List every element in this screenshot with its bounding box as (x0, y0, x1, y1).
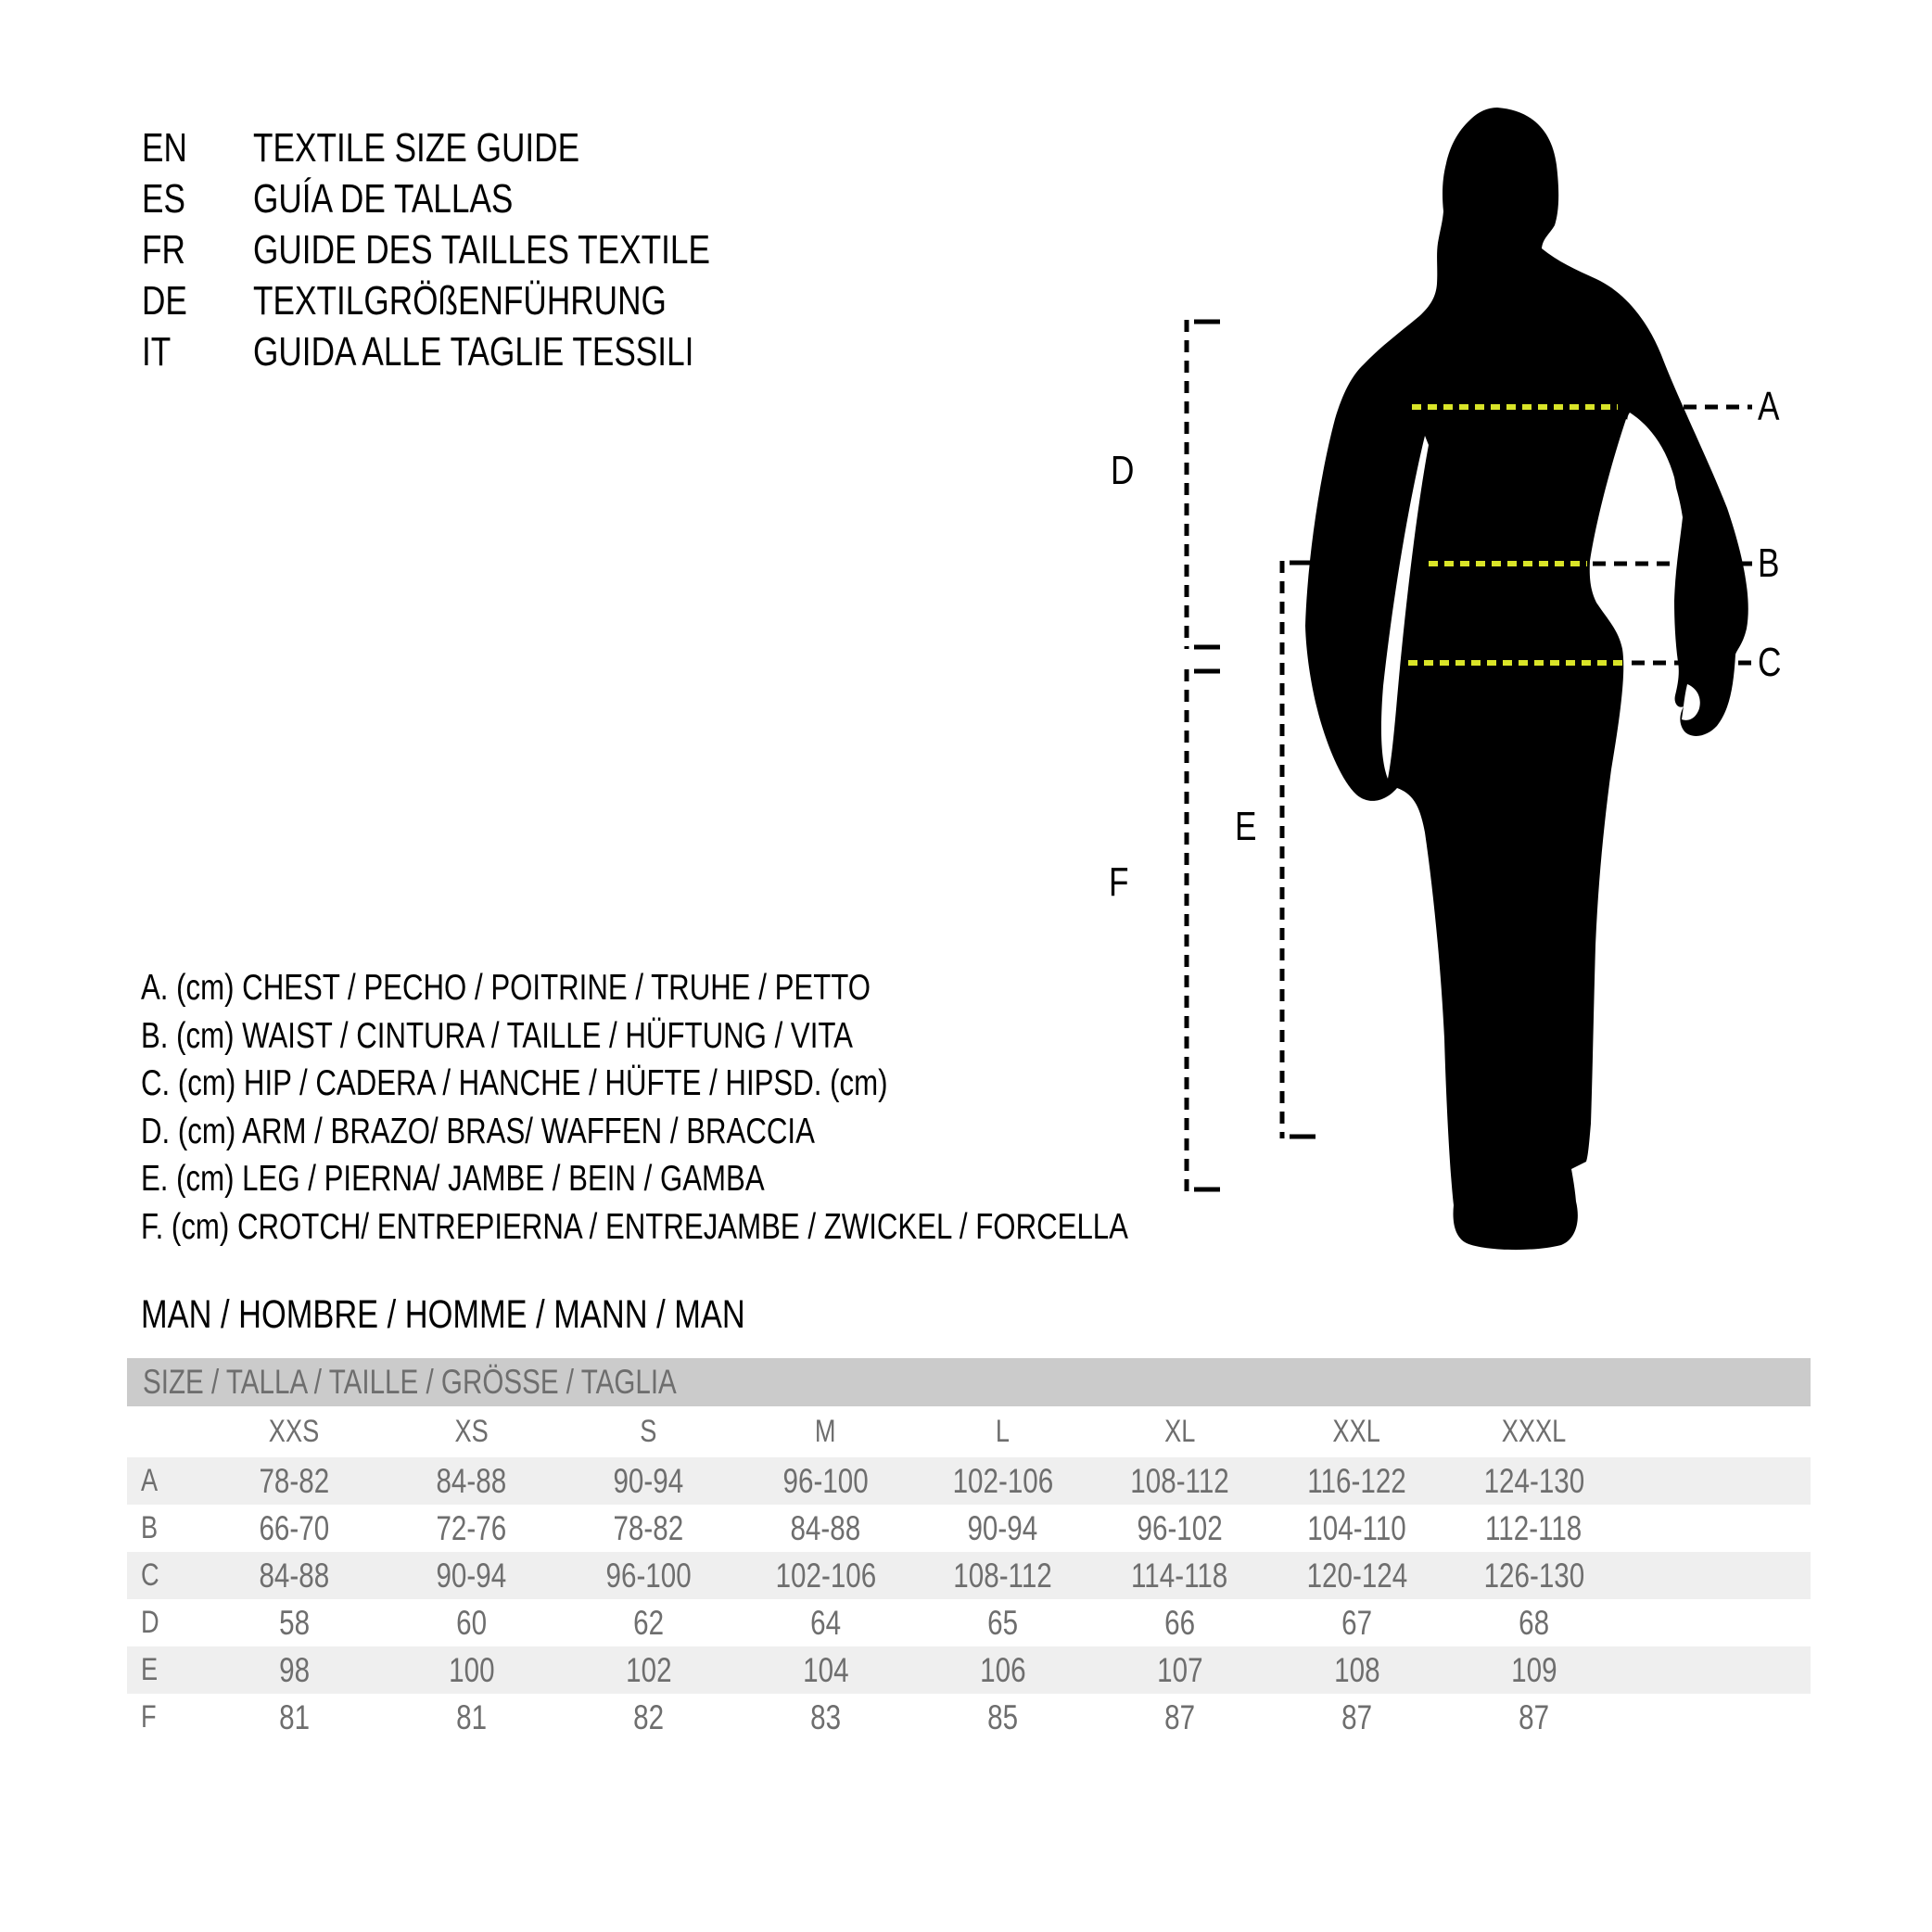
measurement-cell-text: 84-88 (259, 1557, 330, 1595)
measurement-cell (737, 1599, 914, 1646)
language-code (142, 275, 253, 326)
size-table-header-row (127, 1406, 1811, 1457)
measure-label-a-text: A (1758, 384, 1780, 429)
row-filler (1622, 1599, 1811, 1646)
size-column-header (560, 1406, 737, 1457)
size-column-header (206, 1406, 383, 1457)
measurement-cell (914, 1646, 1091, 1694)
row-filler (1622, 1505, 1811, 1552)
language-row (142, 275, 824, 326)
measurement-cell (737, 1694, 914, 1741)
measurement-cell (560, 1694, 737, 1741)
measurement-cell (383, 1552, 560, 1599)
language-code-text: DE (142, 278, 187, 324)
measurement-cell-text: 96-102 (1137, 1509, 1223, 1547)
language-code-text: FR (142, 227, 185, 273)
measurement-cell (383, 1694, 560, 1741)
measurement-legend (141, 964, 1375, 1252)
measurement-cell-text: 87 (1164, 1698, 1195, 1736)
row-label (127, 1694, 206, 1741)
language-row (142, 173, 824, 224)
measurement-cell-text: 62 (633, 1604, 664, 1642)
measurement-cell (1091, 1694, 1268, 1741)
measurement-cell-text: 87 (1341, 1698, 1372, 1736)
measure-label-d-text: D (1111, 448, 1135, 493)
arm-length-line (1187, 320, 1220, 649)
size-column-header (1268, 1406, 1445, 1457)
language-code (142, 173, 253, 224)
guide-title (253, 224, 824, 275)
row-filler (1622, 1406, 1811, 1457)
measurement-cell (1091, 1599, 1268, 1646)
measurement-cell-text: 82 (633, 1698, 664, 1736)
measure-label-d (1111, 446, 1140, 496)
legend-item (141, 964, 1375, 1012)
measurement-cell-text: 104 (802, 1651, 849, 1689)
row-label (127, 1552, 206, 1599)
measurement-cell-text: 102-106 (952, 1462, 1053, 1500)
measure-label-b-text: B (1758, 540, 1780, 586)
guide-title (253, 122, 661, 173)
legend-item (141, 1155, 1375, 1203)
measurement-cell-text: 78-82 (259, 1462, 330, 1500)
guide-title-text: GUIDA ALLE TAGLIE TESSILI (253, 329, 694, 375)
size-column-header-text: XL (1163, 1414, 1196, 1449)
measurement-cell-text: 104-110 (1307, 1509, 1406, 1547)
measurement-cell-text: 90-94 (436, 1557, 507, 1595)
size-table-title: SIZE / TALLA / TAILLE / GRÖSSE / TAGLIA (143, 1363, 677, 1401)
row-label-text: C (141, 1557, 159, 1593)
row-filler (1622, 1457, 1811, 1505)
measurement-cell (206, 1552, 383, 1599)
measure-label-e (1235, 802, 1262, 852)
measurement-cell-text: 108-112 (1130, 1462, 1229, 1500)
size-column-header-text: XXS (269, 1414, 320, 1449)
measure-label-b (1758, 539, 1785, 589)
language-row (142, 122, 824, 173)
measure-label-e-text: E (1235, 804, 1257, 849)
size-column-header-text: M (815, 1414, 836, 1449)
legend-item-text: F. (cm) CROTCH/ ENTREPIERNA / ENTREJAMBE / ZWICKEL / FORCELLA (141, 1206, 1128, 1247)
measurement-cell-text: 116-122 (1307, 1462, 1406, 1500)
measurement-cell (1091, 1505, 1268, 1552)
measurement-cell-text: 109 (1510, 1651, 1557, 1689)
row-label (127, 1646, 206, 1694)
measurement-cell (560, 1457, 737, 1505)
row-label-text: F (141, 1699, 157, 1735)
size-column-header (383, 1406, 560, 1457)
measurement-cell-text: 64 (810, 1604, 841, 1642)
measurement-cell (1268, 1646, 1445, 1694)
guide-title (253, 173, 578, 224)
language-title-list (142, 122, 824, 377)
measure-label-f-text: F (1109, 859, 1129, 905)
guide-title (253, 326, 804, 377)
measurement-cell-text: 65 (987, 1604, 1018, 1642)
size-column-header-text: XXL (1332, 1414, 1381, 1449)
measurement-cell (1445, 1694, 1622, 1741)
measurement-cell-text: 108-112 (953, 1557, 1052, 1595)
legend-item-text: A. (cm) CHEST / PECHO / POITRINE / TRUHE / PETTO (141, 968, 871, 1008)
table-row (127, 1599, 1811, 1646)
measurement-cell (206, 1646, 383, 1694)
measurement-cell-text: 60 (456, 1604, 487, 1642)
size-column-header-text: S (640, 1414, 657, 1449)
measurement-cell (1091, 1457, 1268, 1505)
size-column-spacer (127, 1406, 206, 1457)
measurement-cell-text: 66 (1164, 1604, 1195, 1642)
language-code (142, 224, 253, 275)
measurement-cell (560, 1599, 737, 1646)
measurement-cell-text: 90-94 (613, 1462, 684, 1500)
measurement-cell-text: 96-100 (605, 1557, 692, 1595)
legend-item (141, 1060, 1375, 1108)
measurement-cell-text: 58 (279, 1604, 310, 1642)
measurement-cell (560, 1505, 737, 1552)
measurement-cell (206, 1505, 383, 1552)
measurement-cell (1445, 1599, 1622, 1646)
size-column-header-text: L (995, 1414, 1010, 1449)
measurement-cell (206, 1694, 383, 1741)
measurement-cell (914, 1505, 1091, 1552)
measurement-cell-text: 108 (1333, 1651, 1380, 1689)
measurement-cell (1445, 1552, 1622, 1599)
measurement-cell (737, 1457, 914, 1505)
measurement-cell-text: 98 (279, 1651, 310, 1689)
category-line-text: MAN / HOMBRE / HOMME / MANN / MAN (141, 1292, 745, 1337)
size-column-header (1445, 1406, 1622, 1457)
measurement-cell-text: 66-70 (259, 1509, 330, 1547)
size-table-body (127, 1457, 1811, 1741)
row-label (127, 1599, 206, 1646)
row-label-text: B (141, 1510, 159, 1545)
measurement-cell (383, 1599, 560, 1646)
legend-item (141, 1012, 1375, 1061)
size-column-header (737, 1406, 914, 1457)
measurement-cell-text: 106 (979, 1651, 1026, 1689)
measurement-cell-text: 85 (987, 1698, 1018, 1736)
measure-label-c (1758, 638, 1787, 688)
measurement-cell (737, 1646, 914, 1694)
language-code (142, 122, 253, 173)
language-row (142, 326, 824, 377)
measurement-cell (1268, 1457, 1445, 1505)
legend-item (141, 1203, 1375, 1252)
size-table-title-bar (127, 1358, 1811, 1406)
guide-title (253, 275, 769, 326)
measurement-cell (914, 1599, 1091, 1646)
measurement-cell (914, 1694, 1091, 1741)
measurement-cell (1268, 1505, 1445, 1552)
size-column-header-text: XS (454, 1414, 489, 1449)
measurement-cell (914, 1457, 1091, 1505)
guide-title-text: TEXTILE SIZE GUIDE (253, 125, 580, 171)
legend-item-text: D. (cm) ARM / BRAZO/ BRAS/ WAFFEN / BRACCIA (141, 1111, 815, 1151)
measurement-cell (206, 1457, 383, 1505)
measurement-cell (383, 1457, 560, 1505)
measurement-cell (1445, 1646, 1622, 1694)
measurement-cell (737, 1552, 914, 1599)
measure-label-f (1109, 858, 1134, 908)
measurement-cell (560, 1552, 737, 1599)
legend-item-text: E. (cm) LEG / PIERNA/ JAMBE / BEIN / GAMBA (141, 1159, 765, 1200)
table-row (127, 1552, 1811, 1599)
size-column-header (914, 1406, 1091, 1457)
measurement-cell-text: 107 (1156, 1651, 1203, 1689)
table-row (127, 1505, 1811, 1552)
measurement-cell-text: 81 (279, 1698, 310, 1736)
measurement-cell (1268, 1694, 1445, 1741)
measurement-cell-text: 124-130 (1483, 1462, 1584, 1500)
table-row (127, 1457, 1811, 1505)
measurement-cell (1091, 1552, 1268, 1599)
measurement-cell-text: 83 (810, 1698, 841, 1736)
measurement-cell (560, 1646, 737, 1694)
size-table (127, 1358, 1811, 1741)
row-label (127, 1505, 206, 1552)
measurement-cell (1268, 1552, 1445, 1599)
guide-title-text: GUIDE DES TAILLES TEXTILE (253, 227, 710, 273)
table-row (127, 1694, 1811, 1741)
row-filler (1622, 1552, 1811, 1599)
measurement-cell-text: 102-106 (775, 1557, 876, 1595)
measure-label-a (1758, 382, 1785, 432)
row-label-text: A (141, 1463, 159, 1498)
measurement-cell-text: 67 (1341, 1604, 1372, 1642)
guide-title-text: TEXTILGRÖßENFÜHRUNG (253, 278, 667, 324)
category-line (141, 1290, 896, 1339)
row-label-text: E (141, 1652, 159, 1687)
measurement-cell (206, 1599, 383, 1646)
measurement-cell (383, 1646, 560, 1694)
measurement-cell-text: 81 (456, 1698, 487, 1736)
measurement-cell-text: 72-76 (436, 1509, 507, 1547)
measurement-cell (1445, 1505, 1622, 1552)
row-label (127, 1457, 206, 1505)
measurement-cell-text: 96-100 (782, 1462, 869, 1500)
row-filler (1622, 1694, 1811, 1741)
legend-item-text: B. (cm) WAIST / CINTURA / TAILLE / HÜFTUNG / VITA (141, 1015, 853, 1056)
language-row (142, 224, 824, 275)
measurement-cell (383, 1505, 560, 1552)
measurement-cell-text: 100 (448, 1651, 495, 1689)
language-code-text: IT (142, 329, 172, 375)
size-column-header-text: XXXL (1501, 1414, 1567, 1449)
measurement-cell (914, 1552, 1091, 1599)
measurement-cell (1091, 1646, 1268, 1694)
measurement-cell-text: 114-118 (1131, 1557, 1228, 1595)
measure-label-c-text: C (1758, 640, 1782, 685)
measurement-cell-text: 90-94 (967, 1509, 1038, 1547)
measurement-cell (1445, 1457, 1622, 1505)
measurement-cell-text: 126-130 (1483, 1557, 1584, 1595)
measurement-cell-text: 112-118 (1485, 1509, 1582, 1547)
measurement-cell-text: 84-88 (436, 1462, 507, 1500)
table-row (127, 1646, 1811, 1694)
measurement-cell (1268, 1599, 1445, 1646)
measurement-cell-text: 87 (1519, 1698, 1549, 1736)
language-code (142, 326, 253, 377)
row-label-text: D (141, 1605, 159, 1640)
legend-item (141, 1108, 1375, 1156)
measurement-cell (737, 1505, 914, 1552)
size-column-header (1091, 1406, 1268, 1457)
language-code-text: EN (142, 125, 187, 171)
measurement-cell-text: 84-88 (790, 1509, 861, 1547)
measurement-cell-text: 120-124 (1306, 1557, 1407, 1595)
guide-title-text: GUÍA DE TALLAS (253, 176, 514, 222)
language-code-text: ES (142, 176, 185, 222)
legend-item-text: C. (cm) HIP / CADERA / HANCHE / HÜFTE / HIPSD. (cm) (141, 1063, 888, 1104)
row-filler (1622, 1646, 1811, 1694)
measurement-cell-text: 68 (1519, 1604, 1549, 1642)
measurement-cell-text: 78-82 (613, 1509, 684, 1547)
measurement-cell-text: 102 (625, 1651, 672, 1689)
